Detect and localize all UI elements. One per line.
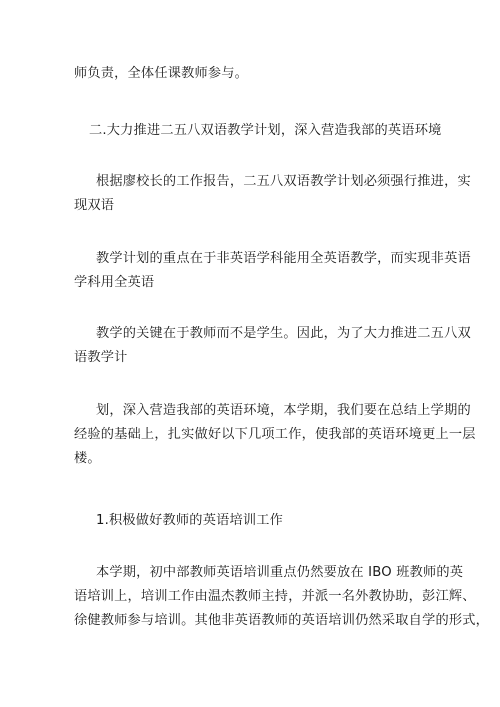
text-line: 学科用全英语 xyxy=(74,275,155,290)
text-line: 教学的关键在于教师而不是学生。因此，为了大力推进二五八双 xyxy=(96,326,471,341)
paragraph-key-point xyxy=(74,247,471,295)
paragraph-plan xyxy=(74,399,476,471)
text-line: 二.大力推进二五八双语教学计划，深入营造我部的英语环境 xyxy=(89,123,442,138)
text-line: 经验的基础上，扎实做好以下几项工作，使我部的英语环境更上一层 xyxy=(74,427,476,442)
text-line: 本学期，初中部教师英语培训重点仍然要放在 IBO 班教师的英 xyxy=(96,565,464,580)
text-line: 划，深入营造我部的英语环境，本学期，我们要在总结上学期的 xyxy=(96,403,471,418)
section-heading-2 xyxy=(89,119,449,143)
paragraph-teachers xyxy=(74,322,471,370)
text-line: 1.积极做好教师的英语培训工作 xyxy=(96,513,284,528)
subsection-heading-1 xyxy=(96,509,456,533)
text-line: 教学计划的重点在于非英语学科能用全英语教学，而实现非英语 xyxy=(96,251,471,266)
text-line: 师负责，全体任课教师参与。 xyxy=(74,66,249,81)
text-line: 语教学计 xyxy=(74,350,128,365)
paragraph-intro-continuation xyxy=(74,62,434,86)
text-line: 根据廖校长的工作报告，二五八双语教学计划必须强行推进，实 xyxy=(96,174,471,189)
text-line: 徐健教师参与培训。其他非英语教师的英语培训仍然采取自学的形式， xyxy=(74,613,490,628)
text-line: 语培训上，培训工作由温杰教师主持，并派一名外教协助，彭江辉、 xyxy=(74,589,476,604)
text-line: 楼。 xyxy=(74,451,101,466)
text-line: 现双语 xyxy=(74,198,115,213)
paragraph-training xyxy=(74,561,490,633)
paragraph-report xyxy=(74,170,471,218)
